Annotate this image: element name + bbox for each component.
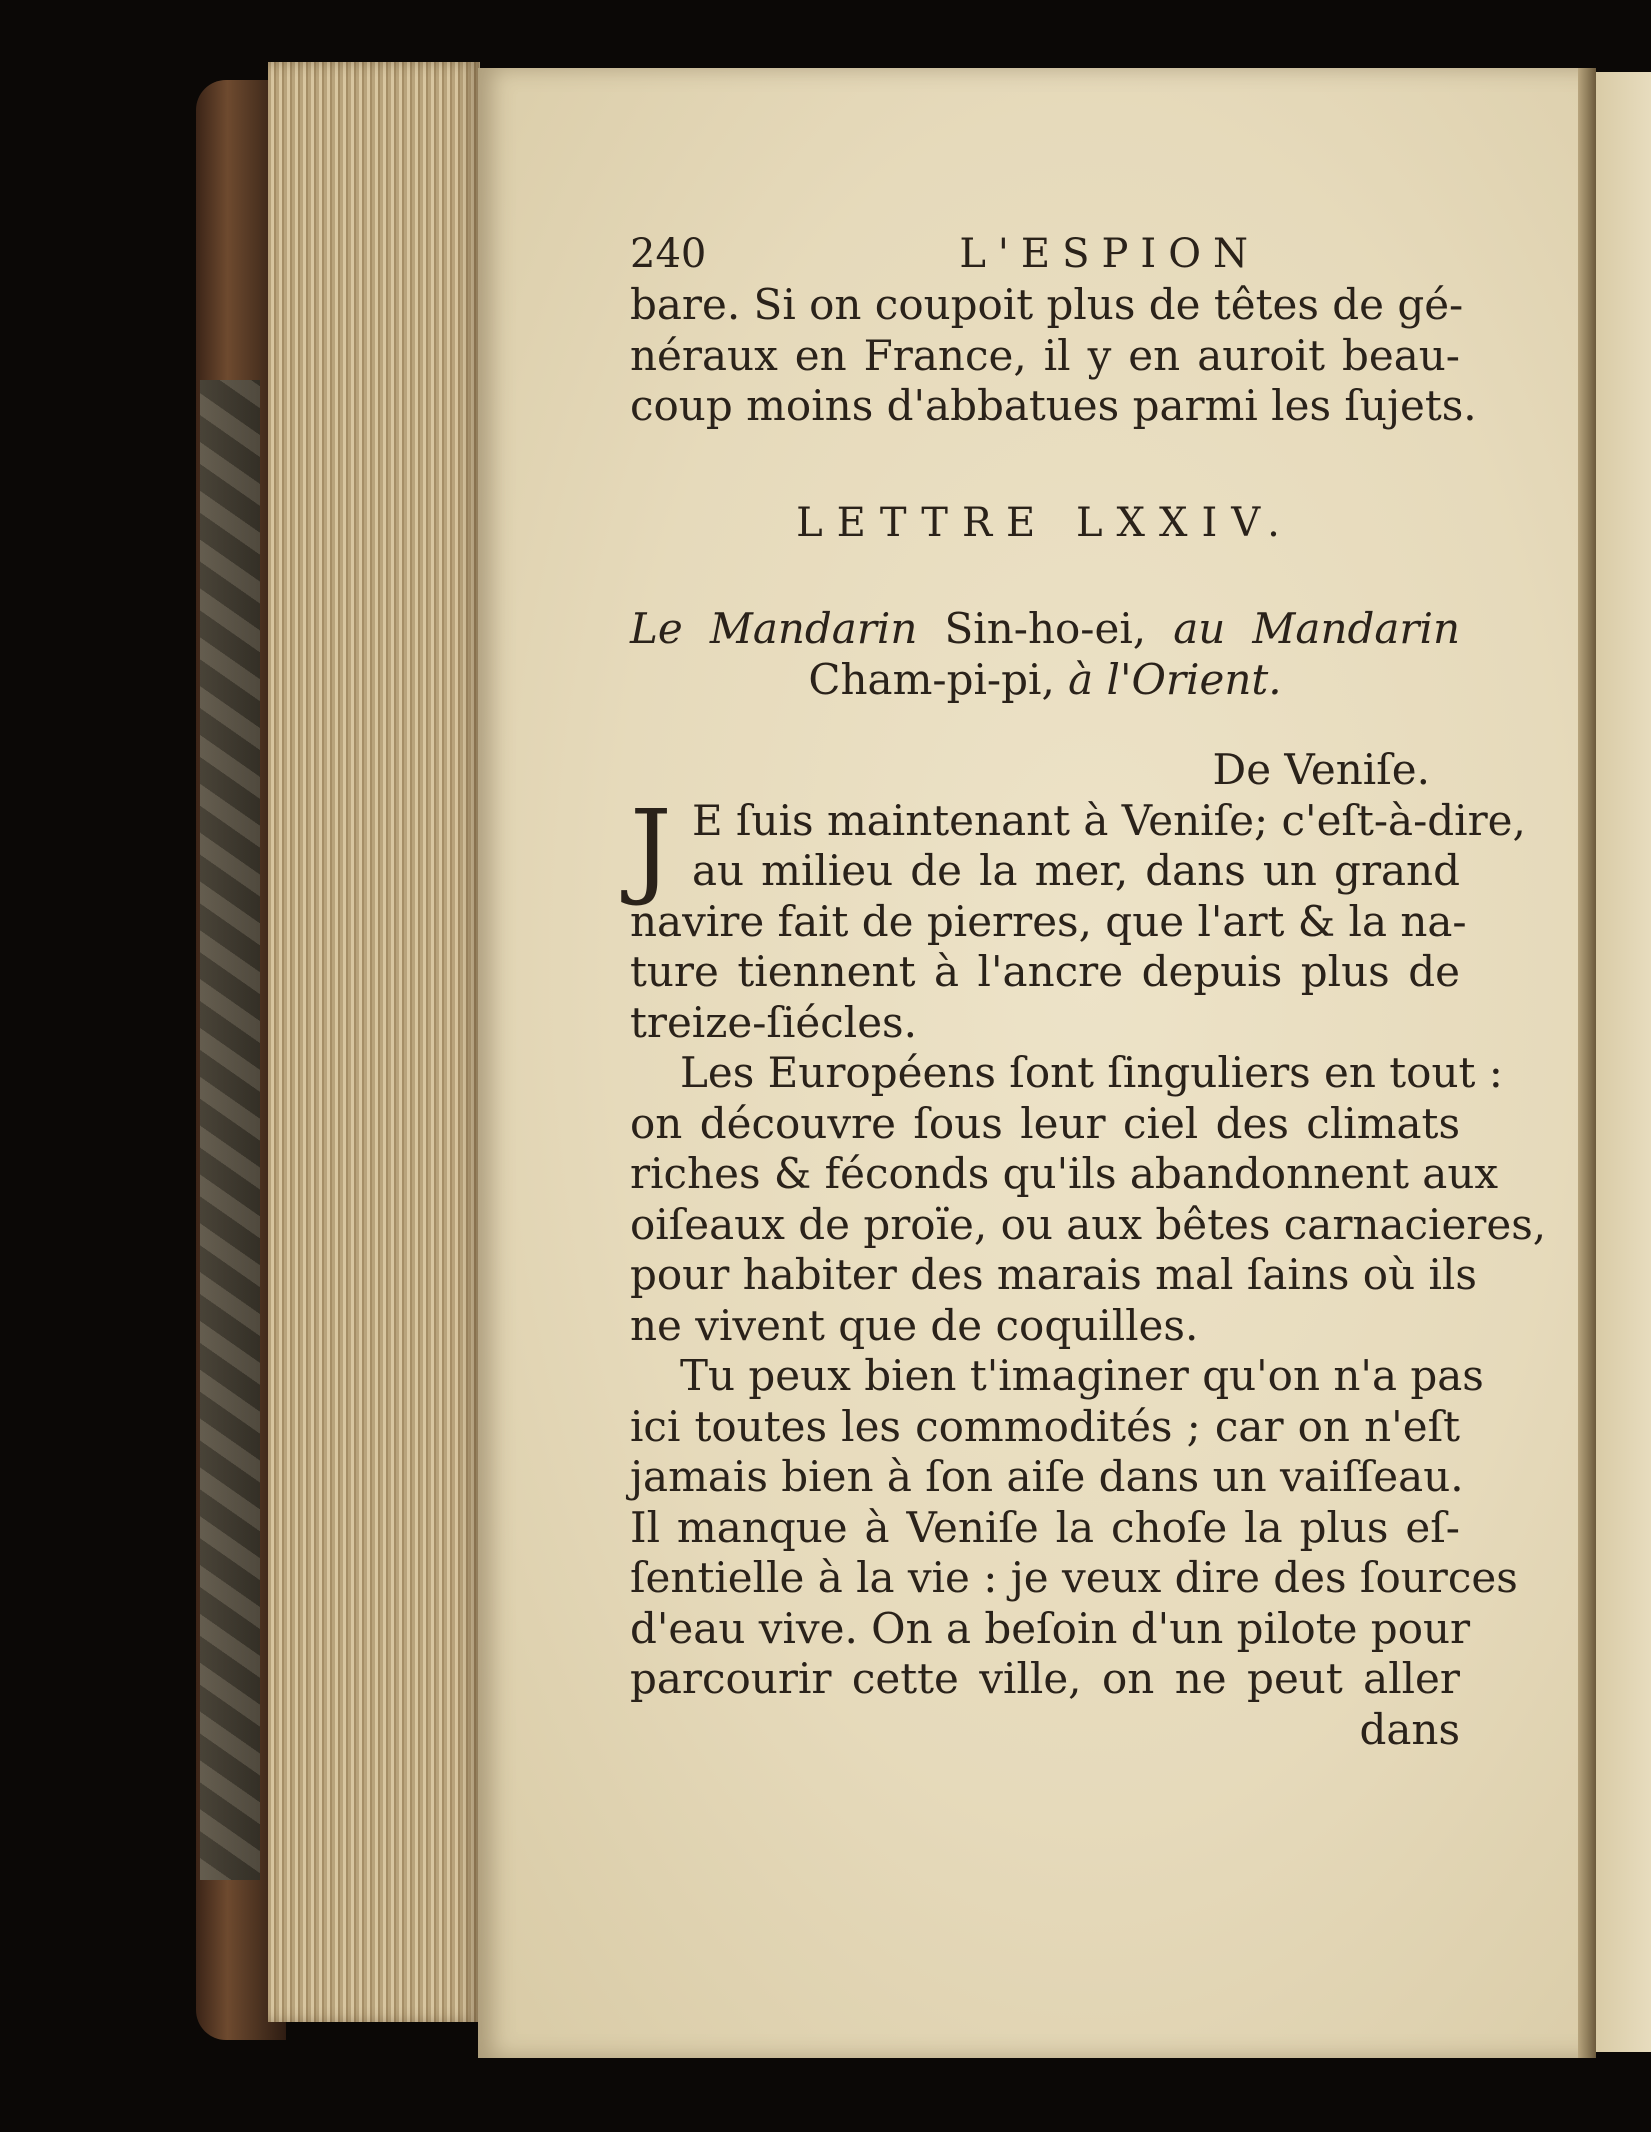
para2-line: pour habiter des marais mal ſains où ils: [630, 1250, 1477, 1299]
recipient-name: Cham-pi-pi,: [808, 654, 1055, 704]
facing-page: [1596, 72, 1651, 2052]
subtitle-italic-3: à l'Orient.: [1068, 654, 1282, 704]
page-edges: [268, 62, 480, 2022]
continuation-line: bare. Si on coupoit plus de têtes de gé-: [630, 280, 1464, 329]
page-number: 240: [630, 231, 707, 277]
gutter-shadow: [1578, 68, 1596, 2058]
dropcap-paragraph: [630, 786, 1526, 909]
text-block: [630, 228, 1547, 1755]
para1-line: E ſuis maintenant à Veniſe; c'eſt-à-dire,: [692, 795, 1526, 845]
place-line: De Veniſe.: [1212, 745, 1430, 794]
subtitle-italic-1: Le Mandarin: [630, 604, 918, 653]
marbled-board: [200, 380, 260, 1880]
para1-line: ture tiennent à l'ancre depuis plus de: [630, 947, 1460, 996]
letter-subtitle-line2: [630, 655, 1460, 706]
para3-line: ſentielle à la vie : je veux dire des ſources: [630, 1553, 1518, 1602]
para3-line: jamais bien à ſon aiſe dans un vaiſſeau.: [630, 1452, 1464, 1501]
para1-line: au milieu de la mer, dans un grand: [692, 846, 1460, 895]
para2-line: oiſeaux de proïe, ou aux bêtes carnacieres,: [630, 1199, 1547, 1249]
para3-line: Il manque à Veniſe la choſe la plus eſ-: [630, 1502, 1460, 1552]
sender-name: Sin-ho-ei,: [944, 604, 1147, 653]
para2-line: on découvre ſous leur ciel des climats: [630, 1098, 1460, 1148]
para3-line: ici toutes les commodités ; car on n'eſt: [630, 1401, 1460, 1451]
running-title: L'ESPION: [959, 231, 1260, 277]
page-header: [630, 228, 1460, 280]
drop-cap: J: [630, 786, 672, 909]
letter-subtitle: [630, 604, 1460, 655]
continuation-line: coup moins d'abbatues parmi les ſujets.: [630, 381, 1477, 430]
para3-line: parcourir cette ville, on ne peut aller: [630, 1654, 1460, 1703]
continuation-line: néraux en France, il y en auroit beau-: [630, 330, 1460, 380]
para1-line: navire fait de pierres, que l'art & la na-: [630, 896, 1467, 946]
para2-line: Les Européens ſont ſinguliers en tout :: [680, 1048, 1503, 1097]
para3-line: Tu peux bien t'imaginer qu'on n'a pas: [680, 1351, 1484, 1400]
letter-title: LETTRE LXXIV.: [796, 499, 1294, 546]
para2-line: ne vivent que de coquilles.: [630, 1300, 1199, 1350]
para2-line: riches & féconds qu'ils abandonnent aux: [630, 1149, 1499, 1198]
para1-line: treize-ſiécles.: [630, 997, 917, 1047]
subtitle-italic-2: au Mandarin: [1173, 604, 1460, 653]
catchword: dans: [1359, 1704, 1460, 1754]
para3-line: d'eau vive. On a beſoin d'un pilote pour: [630, 1603, 1471, 1653]
